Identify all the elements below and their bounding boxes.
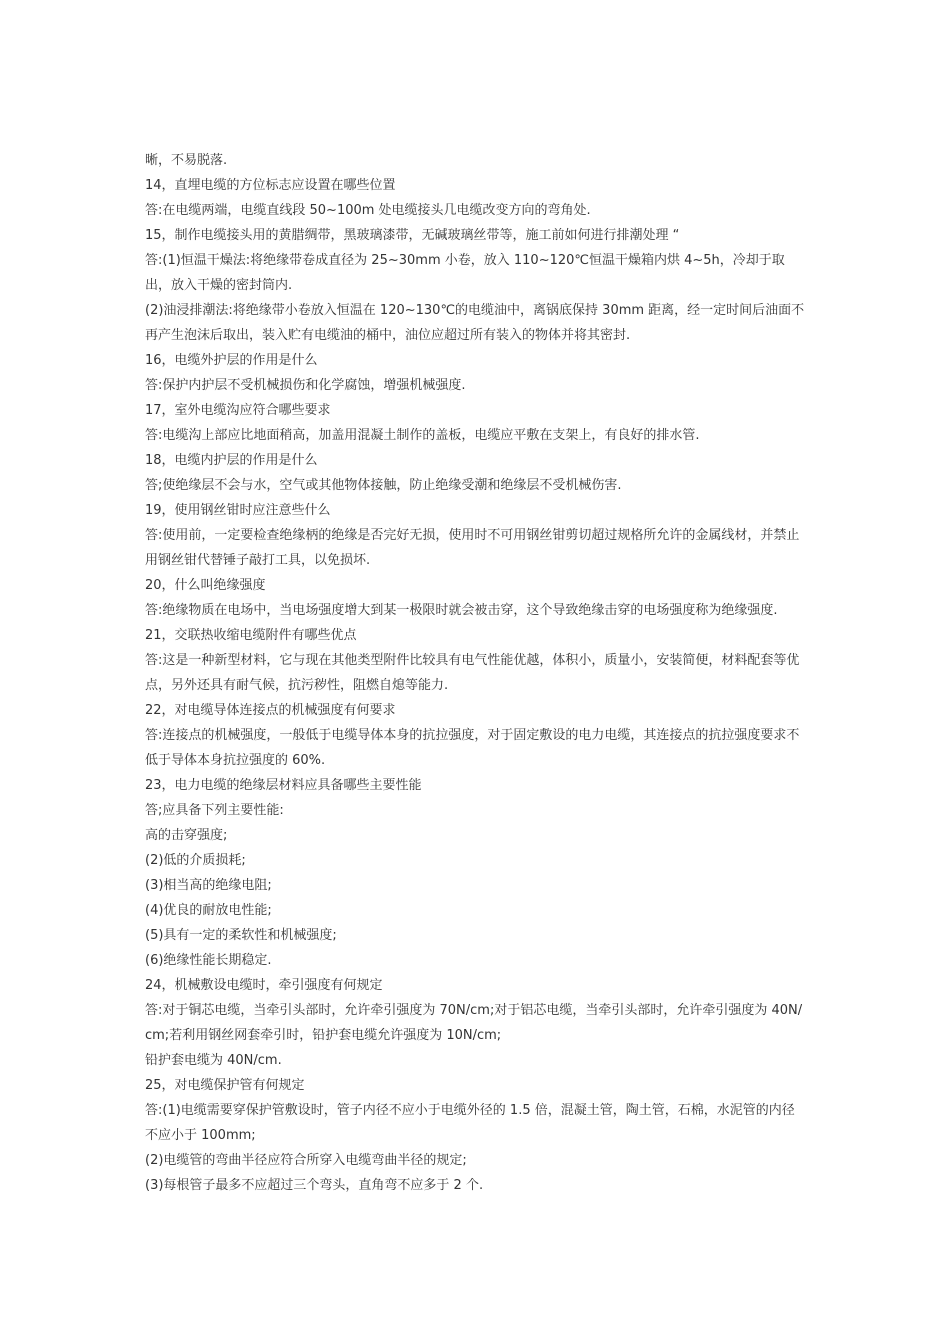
answer-23-item-2: (2)低的介质损耗; — [145, 853, 246, 868]
answer-16: 答:保护内护层不受机械损伤和化学腐蚀，增强机械强度. — [145, 378, 466, 393]
answer-24-continued: 铅护套电缆为 40N/cm. — [145, 1053, 282, 1068]
answer-23-item-5: (5)具有一定的柔软性和机械强度; — [145, 928, 337, 943]
answer-22: 答:连接点的机械强度，一般低于电缆导体本身的抗拉强度，对于固定敷设的电力电缆，其连接点的抗拉强度要求不低于导体本身抗拉强度的 60%. — [145, 728, 800, 768]
answer-15-part-2: (2)油浸排潮法:将绝缘带小卷放入恒温在 120~130℃的电缆油中，离锅底保持 30mm 距离，经一定时间后油面不再产生泡沫后取出，装入贮有电缆油的桶中，油位应超过所有装入的物体并将其密封. — [145, 303, 805, 343]
answer-25-part-1: 答:(1)电缆需要穿保护管敷设时，管子内径不应小于电缆外径的 1.5 倍，混凝土管，陶土管，石棉，水泥管的内径不应小于 100mm; — [145, 1103, 795, 1143]
text-line: 晰，不易脱落. — [145, 153, 228, 168]
answer-23-item-6: (6)绝缘性能长期稳定. — [145, 953, 272, 968]
question-18: 18，电缆内护层的作用是什么 — [145, 453, 318, 468]
question-24: 24，机械敷设电缆时，牵引强度有何规定 — [145, 978, 383, 993]
answer-23-item-1: 高的击穿强度; — [145, 828, 228, 843]
answer-23-item-4: (4)优良的耐放电性能; — [145, 903, 272, 918]
question-15: 15，制作电缆接头用的黄腊绸带，黑玻璃漆带，无碱玻璃丝带等，施工前如何进行排潮处理 “ — [145, 228, 680, 243]
answer-17: 答:电缆沟上部应比地面稍高，加盖用混凝土制作的盖板，电缆应平敷在支架上，有良好的排水管. — [145, 428, 700, 443]
answer-20: 答:绝缘物质在电场中，当电场强度增大到某一极限时就会被击穿，这个导致绝缘击穿的电场强度称为绝缘强度. — [145, 603, 778, 618]
answer-21: 答:这是一种新型材料，它与现在其他类型附件比较具有电气性能优越，体积小，质量小，安装简便，材料配套等优点，另外还具有耐气候，抗污秽性，阻燃自熄等能力. — [145, 653, 800, 693]
question-22: 22，对电缆导体连接点的机械强度有何要求 — [145, 703, 396, 718]
answer-23-item-3: (3)相当高的绝缘电阻; — [145, 878, 272, 893]
question-20: 20，什么叫绝缘强度 — [145, 578, 266, 593]
question-14: 14，直埋电缆的方位标志应设置在哪些位置 — [145, 178, 396, 193]
answer-25-part-3: (3)每根管子最多不应超过三个弯头，直角弯不应多于 2 个. — [145, 1178, 484, 1193]
answer-14: 答:在电缆两端，电缆直线段 50~100m 处电缆接头几电缆改变方向的弯角处. — [145, 203, 591, 218]
question-19: 19，使用钢丝钳时应注意些什么 — [145, 503, 331, 518]
answer-23-intro: 答;应具备下列主要性能: — [145, 803, 284, 818]
question-17: 17，室外电缆沟应符合哪些要求 — [145, 403, 331, 418]
answer-18: 答;使绝缘层不会与水，空气或其他物体接触，防止绝缘受潮和绝缘层不受机械伤害. — [145, 478, 622, 493]
question-21: 21，交联热收缩电缆附件有哪些优点 — [145, 628, 357, 643]
answer-15-part-1: 答:(1)恒温干燥法:将绝缘带卷成直径为 25~30mm 小卷，放入 110~120℃恒温干燥箱内烘 4~5h，冷却于取出，放入干燥的密封筒内. — [145, 253, 785, 293]
answer-19: 答:使用前，一定要检查绝缘柄的绝缘是否完好无损，使用时不可用钢丝钳剪切超过规格所允许的金属线材，并禁止用钢丝钳代替锤子敲打工具，以免损坏. — [145, 528, 800, 568]
document-body — [145, 148, 805, 1198]
answer-25-part-2: (2)电缆管的弯曲半径应符合所穿入电缆弯曲半径的规定; — [145, 1153, 467, 1168]
question-23: 23，电力电缆的绝缘层材料应具备哪些主要性能 — [145, 778, 422, 793]
question-25: 25，对电缆保护管有何规定 — [145, 1078, 305, 1093]
answer-24: 答:对于铜芯电缆，当牵引头部时，允许牵引强度为 70N/cm;对于铝芯电缆，当牵引头部时，允许牵引强度为 40N/cm;若利用钢丝网套牵引时，铅护套电缆允许强度为 10N/cm; — [145, 1003, 803, 1043]
question-16: 16，电缆外护层的作用是什么 — [145, 353, 318, 368]
